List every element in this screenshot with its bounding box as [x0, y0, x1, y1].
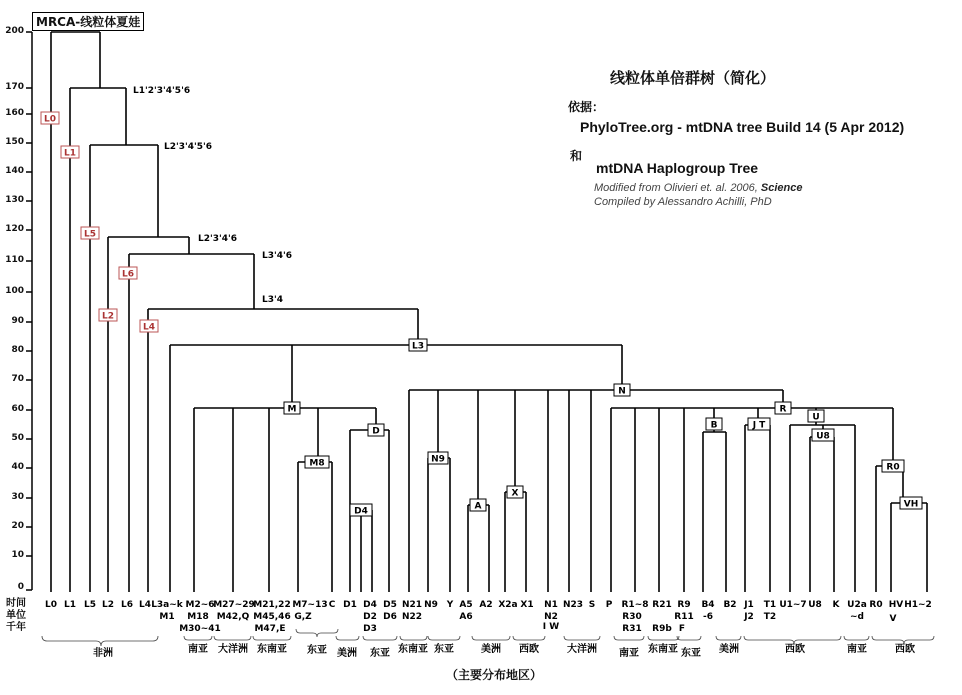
region-labels: [93, 642, 916, 659]
node-VH: [900, 497, 922, 510]
node-N: [614, 384, 630, 397]
leaf-label: L3a~k: [151, 600, 183, 610]
node-D: [368, 424, 384, 437]
leaf-label: L0: [45, 600, 57, 610]
citation-line2: Compiled by Alessandro Achilli, PhD: [594, 196, 772, 208]
region-label: 南亚: [188, 644, 208, 655]
node-JT: [748, 418, 770, 431]
leaf-label: R9b: [652, 624, 672, 634]
region-label: 西欧: [785, 644, 805, 655]
region-label: 东亚: [681, 648, 701, 659]
node-A: [470, 499, 486, 512]
region-label: 东南亚: [398, 644, 428, 655]
svg-text:VH: VH: [903, 499, 919, 510]
leaf-label: H1~2: [904, 600, 932, 610]
node-L3: [409, 339, 427, 352]
leaf-label: T1: [763, 600, 777, 610]
leaf-label: A5: [459, 600, 473, 610]
leaf-label: M47,E: [254, 624, 286, 634]
leaf-label: M7~13: [292, 600, 328, 610]
source-primary: PhyloTree.org - mtDNA tree Build 14 (5 Apr 2012): [580, 119, 905, 135]
leaf-label: X2a: [498, 600, 518, 610]
leaf-label: M18: [187, 612, 209, 622]
leaf-label: L1: [64, 600, 76, 610]
node-B: [706, 418, 722, 431]
node-U8: [812, 429, 834, 442]
region-label: 大洋洲: [218, 644, 248, 655]
leaf-label: N23: [562, 600, 584, 610]
node-R0: [882, 460, 904, 473]
svg-text:D: D: [372, 426, 380, 437]
leaf-label: M27~29: [213, 600, 255, 610]
node-X: [507, 486, 523, 499]
box-L5: [81, 227, 99, 240]
root-label: MRCA-线粒体夏娃: [32, 12, 144, 31]
leaf-label: K: [832, 600, 840, 610]
leaf-label: L5: [84, 600, 96, 610]
region-label: 南亚: [847, 644, 867, 655]
region-label: 西欧: [895, 644, 915, 655]
y-axis: [26, 32, 32, 590]
svg-text:N: N: [618, 386, 626, 397]
svg-text:L6: L6: [122, 269, 134, 280]
svg-text:M8: M8: [309, 458, 325, 469]
region-label: 东亚: [434, 644, 454, 655]
leaf-label: R1~8: [621, 600, 649, 610]
leaf-label: R9: [677, 600, 691, 610]
svg-text:L3: L3: [412, 341, 424, 352]
leaf-label: B2: [723, 600, 737, 610]
region-label: 大洋洲: [567, 644, 597, 655]
node-M: [284, 402, 300, 415]
leaf-label: V: [889, 614, 897, 624]
leaf-label: M21,22: [253, 600, 291, 610]
node-N9: [428, 452, 448, 465]
leaf-label: R30: [622, 612, 642, 622]
chart-title: 线粒体单倍群树（简化）: [610, 69, 776, 87]
leaf-label: Y: [446, 600, 454, 610]
region-label: 南亚: [619, 648, 639, 659]
leaf-label: A2: [479, 600, 493, 610]
leaf-label: N21: [401, 600, 423, 610]
svg-text:U: U: [812, 412, 820, 423]
leaf-label: ~d: [850, 612, 864, 622]
region-label: 非洲: [93, 648, 113, 659]
svg-text:L0: L0: [44, 114, 56, 125]
node-R: [775, 402, 791, 415]
box-L0: [41, 112, 59, 125]
leaf-label: S: [588, 600, 596, 610]
leaf-label: N2: [544, 612, 558, 622]
box-L2: [99, 309, 117, 322]
leaf-label: M42,Q: [216, 612, 250, 622]
tree-branches: [51, 32, 927, 592]
svg-text:R0: R0: [886, 462, 900, 473]
node-U: [808, 410, 824, 423]
leaf-label: L2: [102, 600, 114, 610]
box-L1: [61, 146, 79, 159]
region-caption: （主要分布地区）: [446, 668, 543, 682]
svg-text:J T: J T: [752, 420, 766, 431]
leaf-label: I W: [542, 622, 560, 632]
svg-text:L4: L4: [143, 322, 155, 333]
leaf-label: P: [605, 600, 613, 610]
y-axis-title: 时间 单位 千年: [6, 598, 26, 633]
region-label: 东南亚: [648, 644, 678, 655]
leaf-label: HV: [888, 600, 904, 610]
leaf-label: D3: [363, 624, 377, 634]
leaf-label: A6: [459, 612, 473, 622]
region-label: 美洲: [337, 648, 357, 659]
leaf-label: L6: [121, 600, 133, 610]
leaf-label: D1: [343, 600, 357, 610]
svg-text:B: B: [710, 420, 718, 431]
leaf-label: D5: [383, 600, 397, 610]
label-L2-6: L2'3'4'5'6: [164, 142, 213, 152]
leaf-label: U8: [808, 600, 822, 610]
leaf-label: M2~6: [185, 600, 215, 610]
leaf-label: D2: [363, 612, 377, 622]
leaf-label: -6: [703, 612, 713, 622]
node-M8: [305, 456, 329, 469]
leaf-label: C: [328, 600, 336, 610]
leaf-label: B4: [701, 600, 715, 610]
region-label: 美洲: [719, 644, 739, 655]
region-label: 东亚: [370, 648, 390, 659]
leaf-label: N1: [544, 600, 558, 610]
region-label: 东亚: [307, 645, 327, 656]
node-D4: [350, 504, 372, 517]
leaf-label: U1~7: [779, 600, 807, 610]
branch-labels: [133, 86, 292, 305]
leaf-label: J2: [744, 612, 754, 622]
region-label: 美洲: [481, 644, 501, 655]
leaf-labels: [45, 600, 932, 634]
leaf-label: R11: [674, 612, 694, 622]
leaf-label: X1: [520, 600, 534, 610]
leaf-label: M1: [159, 612, 175, 622]
svg-text:R: R: [779, 404, 787, 415]
label-L34: L3'4: [262, 295, 284, 305]
label-L346: L3'4'6: [262, 251, 293, 261]
and-label: 和: [570, 149, 583, 163]
leaf-label: T2: [763, 612, 777, 622]
svg-text:A: A: [474, 501, 482, 512]
leaf-label: J1: [744, 600, 754, 610]
source-secondary: mtDNA Haplogroup Tree: [596, 160, 759, 176]
svg-text:M: M: [287, 404, 297, 415]
label-L1-6: L1'2'3'4'5'6: [133, 86, 191, 96]
leaf-label: M45,46: [253, 612, 291, 622]
leaf-label: L4: [139, 600, 151, 610]
label-L2346: L2'3'4'6: [198, 234, 238, 244]
box-L4: [140, 320, 158, 333]
leaf-label: D4: [363, 600, 377, 610]
leaf-label: R31: [622, 624, 642, 634]
box-L6: [119, 267, 137, 280]
citation-line1: Modified from Olivieri et. al. 2006, Science: [594, 182, 803, 194]
svg-text:N9: N9: [431, 454, 445, 465]
leaf-label: F: [678, 624, 686, 634]
svg-text:U8: U8: [816, 431, 830, 442]
leaf-label: G,Z: [294, 612, 312, 622]
region-label: 西欧: [519, 644, 539, 655]
leaf-label: D6: [383, 612, 397, 622]
node-boxes: [284, 339, 922, 517]
source-label: 依据：: [568, 100, 605, 114]
svg-text:X: X: [511, 488, 519, 499]
leaf-label: U2a: [847, 600, 867, 610]
region-label: 东南亚: [257, 644, 287, 655]
svg-text:D4: D4: [354, 506, 368, 517]
leaf-label: R21: [652, 600, 672, 610]
leaf-label: R0: [869, 600, 883, 610]
svg-text:L5: L5: [84, 229, 96, 240]
svg-text:L1: L1: [64, 148, 76, 159]
svg-text:L2: L2: [102, 311, 114, 322]
leaf-label: N9: [424, 600, 438, 610]
leaf-label: N22: [401, 612, 423, 622]
leaf-label: M30~41: [179, 624, 221, 634]
